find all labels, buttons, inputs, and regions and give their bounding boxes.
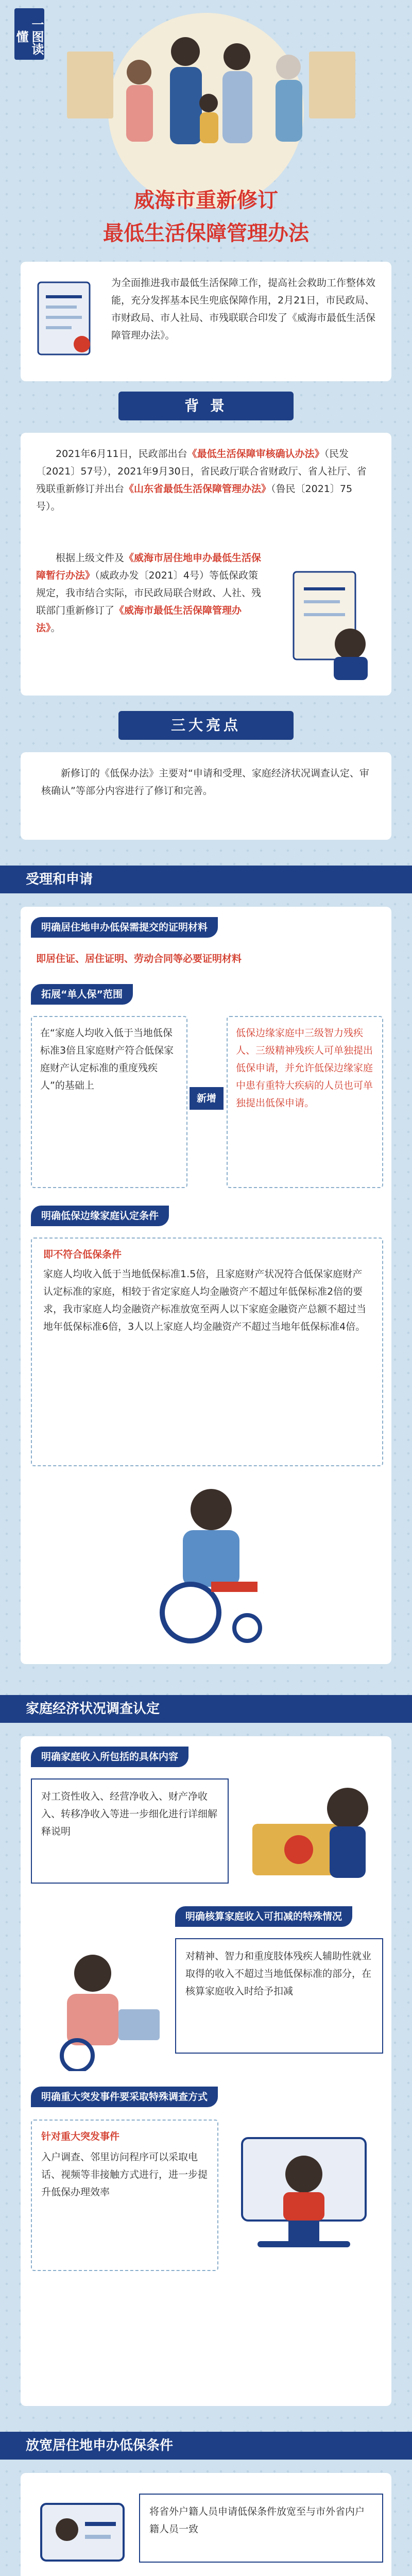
title-line-2: 最低生活保障管理办法: [103, 221, 309, 245]
edge-family-text: 家庭人均收入低于当地低保标准1.5倍，且家庭财产状况符合低保家庭财产认定标准的家庭，相较于省定家庭人均金融资产不超过年低保标准2倍的要求，我市家庭人均金融资产标准放宽至两人以下家庭金融资产总额不超过当地年低保标准6倍，3人以上家庭人均金融资产不超过当地年低保标准4倍。: [43, 1268, 367, 1332]
title-line-1: 威海市重新修订: [134, 188, 278, 212]
section1-pill-docs: 明确居住地申办低保需提交的证明材料: [31, 917, 218, 938]
section1-card: [21, 907, 391, 1664]
section1-pill-single: 拓展“单人保”范围: [31, 984, 133, 1005]
disability-work-illustration: [31, 1942, 165, 2071]
wheelchair-illustration: [134, 1479, 288, 1649]
section2-pill-emergency: 明确重大突发事件要采取特殊调查方式: [31, 2087, 218, 2107]
relax-text: 将省外户籍人员申请低保条件放宽至与市外省内户籍人员一致: [149, 2506, 365, 2535]
section1-band: 受理和申请: [0, 866, 412, 893]
official-illustration: [273, 556, 381, 680]
section2-pill-income: 明确家庭收入所包括的具体内容: [31, 1747, 188, 1767]
document-icon: [33, 277, 100, 365]
single-guarantee-left-text: 在“家庭人均收入低于当地低保标准3倍且家庭财产符合低保家庭财产认定标准的重度残疾人”的基础上: [40, 1027, 174, 1091]
emergency-box: [31, 2120, 218, 2271]
highlights-heading: 三大亮点: [118, 711, 294, 740]
relax-box: [139, 2494, 383, 2563]
intro-text: 为全面推进我市最低生活保障工作，提高社会救助工作整体效能，充分发挥基本民生兜底保障作用，2月21日，市民政局、市财政局、市人社局、市残联联合印发了《威海市最低生活保障管理办法》。: [111, 277, 376, 341]
edge-family-heading: 即不符合低保条件: [43, 1249, 122, 1260]
section3-card: [21, 2473, 391, 2576]
section2-pill-deduct: 明确核算家庭收入可扣减的特殊情况: [175, 1906, 352, 1927]
background-card: [21, 433, 391, 696]
single-guarantee-left-box: [31, 1016, 187, 1188]
section3-band: 放宽居住地申办低保条件: [0, 2432, 412, 2460]
background-p1: 2021年6月11日，民政部出台《最低生活保障审核确认办法》（民发〔2021〕57号），2021年9月30日，省民政厅联合省财政厅、省人社厅、省残联重新修订并出台《山东省最低生活保障管理办法》（鲁民〔2021〕75号）。: [36, 448, 367, 512]
section2-card: [21, 1736, 391, 2406]
intro-card: [21, 262, 391, 381]
single-guarantee-right-box: [227, 1016, 383, 1188]
highlights-card: [21, 752, 391, 840]
header-badge: 一图读懂: [14, 8, 44, 60]
income-items-box: [31, 1778, 229, 1884]
emergency-text: 入户调查、邻里访问程序可以采取电话、视频等非接触方式进行，进一步提升低保办理效率: [41, 2151, 208, 2198]
id-card-illustration: [31, 2483, 134, 2576]
background-p2: 根据上级文件及《威海市居住地申办最低生活保障暂行办法》（威政办发〔2021〕4号）等低保政策规定，我市结合实际，市民政局联合财政、人社、残联部门重新修订了《威海市最低生活保障管理办法》。: [36, 552, 262, 634]
section2-band: 家庭经济状况调查认定: [0, 1695, 412, 1723]
background-heading: 背 景: [118, 392, 294, 420]
money-illustration: [242, 1777, 376, 1886]
deduct-text: 对精神、智力和重度肢体残疾人辅助性就业取得的收入不超过当地低保标准的部分，在核算家庭收入时给予扣减: [185, 1951, 372, 1997]
deduct-box: [175, 1938, 383, 2054]
income-items-text: 对工资性收入、经营净收入、财产净收入、转移净收入等进一步细化进行详细解释说明: [41, 1791, 218, 1837]
section1-pill-edge: 明确低保边缘家庭认定条件: [31, 1206, 169, 1226]
highlights-intro: 新修订的《低保办法》主要对“申请和受理、家庭经济状况调查认定、审核确认”等部分内容进行了修订和完善。: [41, 768, 369, 796]
emergency-heading: 针对重大突发事件: [41, 2131, 120, 2142]
edge-family-card: [31, 1238, 383, 1466]
video-call-illustration: [227, 2117, 381, 2272]
new-tag: 新增: [190, 1087, 224, 1110]
single-guarantee-right-text: 低保边缘家庭中三级智力残疾人、三级精神残疾人可单独提出低保申请，并允许低保边缘家庭中患有重特大疾病的人员也可单独提出低保申请。: [236, 1027, 373, 1109]
section1-docs-text: 即居住证、居住证明、劳动合同等必要证明材料: [36, 953, 242, 964]
